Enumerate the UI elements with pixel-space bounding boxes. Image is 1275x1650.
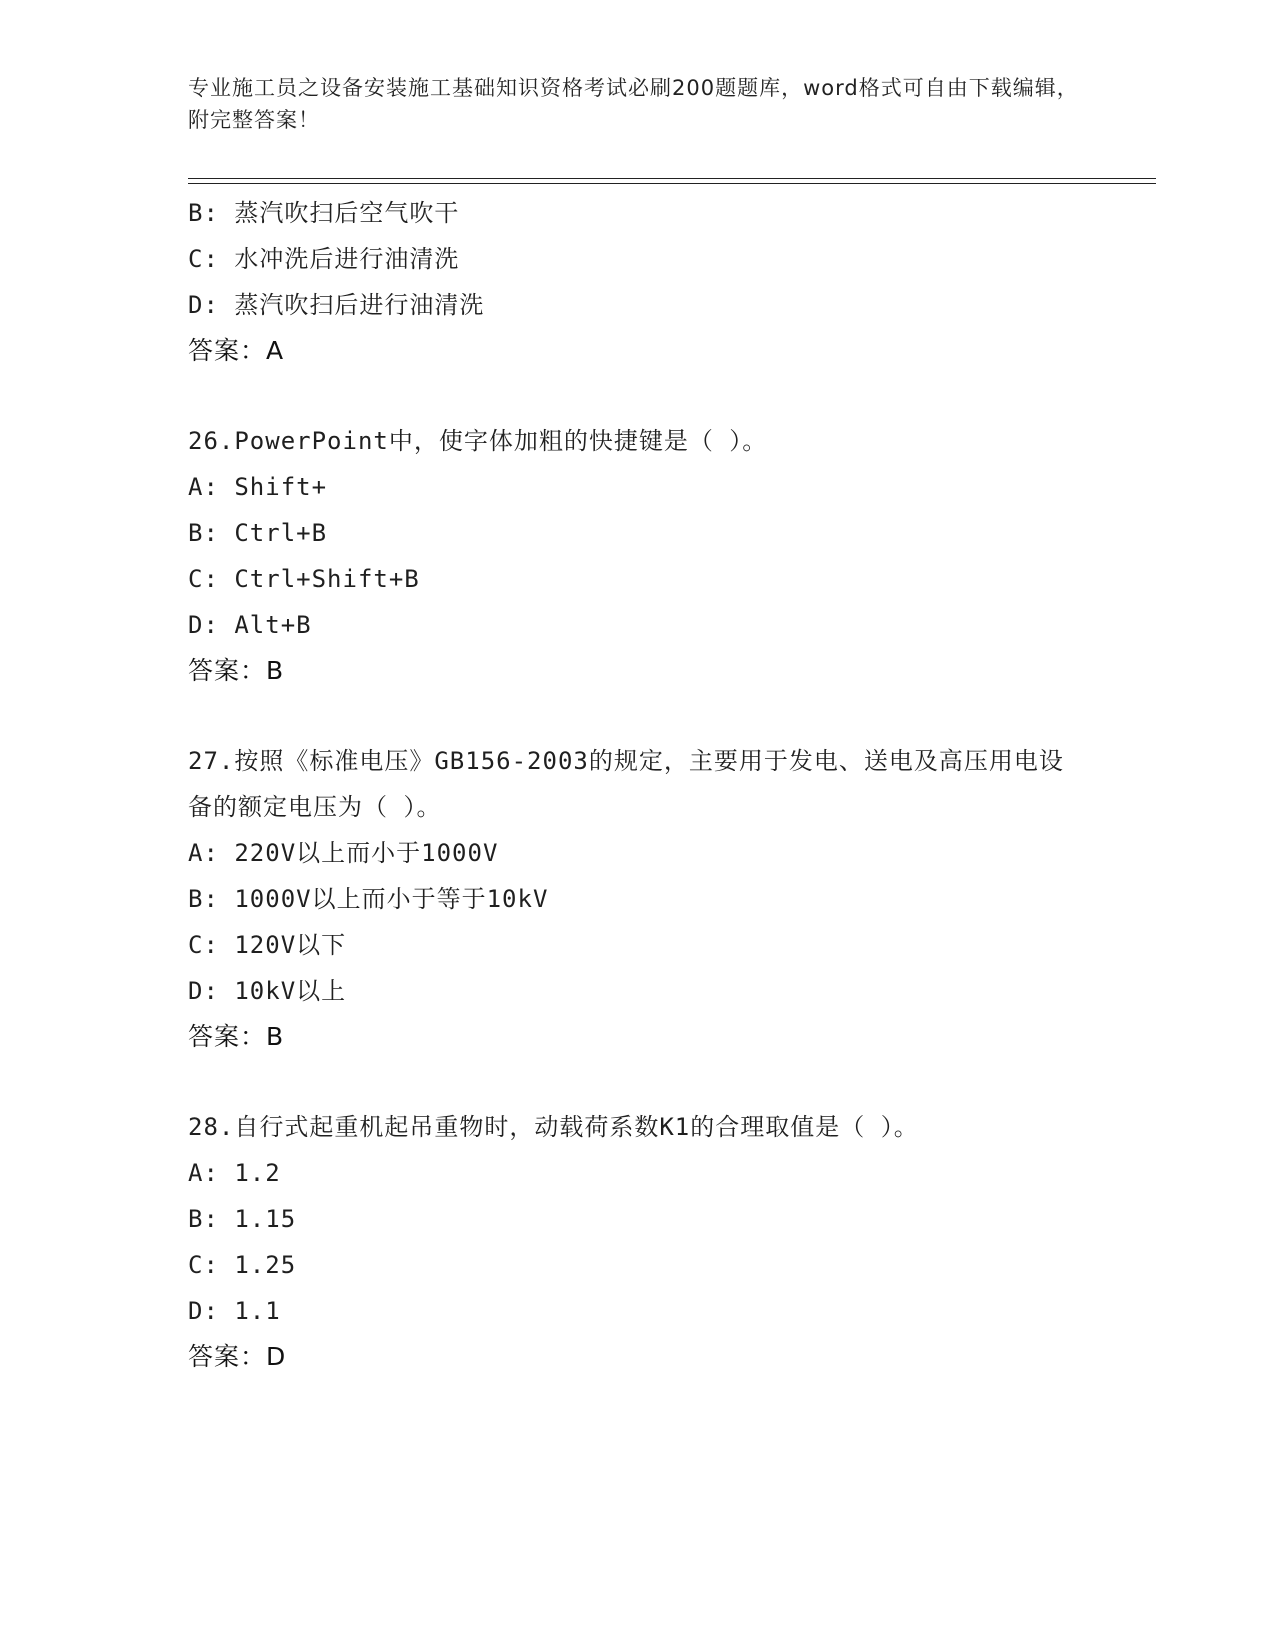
question-text: 27.按照《标准电压》GB156-2003的规定，主要用于发电、送电及高压用电设备的额定电压为（ ）。 xyxy=(188,747,1064,821)
answer: 答案：A xyxy=(188,336,285,365)
answer: 答案：D xyxy=(188,1342,287,1371)
question-block-27 xyxy=(188,738,1156,1060)
answer: 答案：B xyxy=(188,656,285,685)
option-b: B: 1.15 xyxy=(188,1205,297,1233)
option-c: C: 1.25 xyxy=(188,1251,297,1279)
header-rule-bottom xyxy=(188,183,1156,184)
question-block-prev xyxy=(188,190,1156,374)
document-header xyxy=(188,72,1088,136)
question-list xyxy=(188,190,1156,1380)
option-a: A: 220V以上而小于1000V xyxy=(188,839,499,867)
answer: 答案：B xyxy=(188,1022,285,1051)
question-block-28 xyxy=(188,1104,1156,1380)
option-a: A: Shift+ xyxy=(188,473,328,501)
option-d: D: 10kV以上 xyxy=(188,977,347,1005)
option-c: C: 120V以下 xyxy=(188,931,347,959)
option-d: D: 1.1 xyxy=(188,1297,281,1325)
option-b: B: Ctrl+B xyxy=(188,519,328,547)
option-b: B: 1000V以上而小于等于10kV xyxy=(188,885,549,913)
question-block-26 xyxy=(188,418,1156,694)
question-text: 28.自行式起重机起吊重物时，动载荷系数K1的合理取值是（ ）。 xyxy=(188,1113,919,1141)
question-text: 26.PowerPoint中，使字体加粗的快捷键是（ ）。 xyxy=(188,427,768,455)
option-c: C: Ctrl+Shift+B xyxy=(188,565,420,593)
option-d: D: 蒸汽吹扫后进行油清洗 xyxy=(188,291,485,319)
option-a: A: 1.2 xyxy=(188,1159,281,1187)
option-b: B: 蒸汽吹扫后空气吹干 xyxy=(188,199,460,227)
header-title: 专业施工员之设备安装施工基础知识资格考试必刷200题题库，word格式可自由下载编辑，附完整答案！ xyxy=(188,76,1079,132)
header-rule-top xyxy=(188,178,1156,179)
option-c: C: 水冲洗后进行油清洗 xyxy=(188,245,460,273)
option-d: D: Alt+B xyxy=(188,611,312,639)
